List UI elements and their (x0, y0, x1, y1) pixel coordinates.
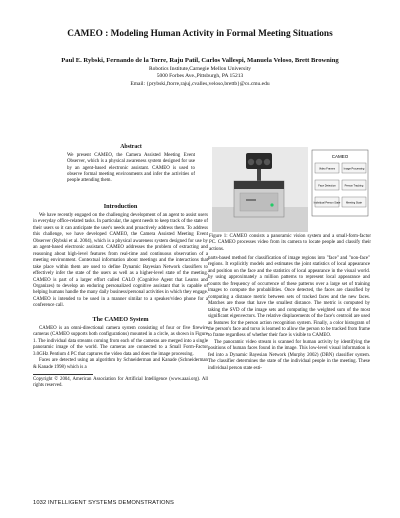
system-text: CAMEO is an omni-directional camera system consisting of four or five firewire cameras (CAMEO supports both configurations) mounted in a circle, as shown in Figure 1. The individual data streams coming from each of the cameras are merged into a single panoramic image of the world. The cameras are connected to a Small Form-Factor 3.0GHz Pentium 4 PC that captures the video data and does the image processing. (33, 325, 208, 357)
right-column (208, 256, 370, 372)
diagram-title: CAMEO (331, 154, 349, 159)
camera-lens (264, 159, 270, 165)
system-heading: The CAMEO System (92, 315, 149, 323)
introduction-heading: Introduction (103, 203, 138, 210)
footnote-rule (33, 374, 93, 375)
pc-top (234, 181, 284, 189)
diagram-box-label: Face Detection (318, 184, 336, 188)
camera-mast (257, 169, 261, 181)
diagram-box-label: Image Processing (343, 167, 365, 171)
left-column (33, 203, 208, 389)
copyright-note: Copyright © 2004, American Association for Artificial Intelligence (www.aaai.org). All rights reserved. (33, 376, 208, 388)
diagram-box-label: Meeting State (345, 201, 363, 205)
camera-lens (256, 159, 262, 165)
drive-slot (246, 199, 256, 201)
panoramic-text: The panoramic video stream is scanned for human activity by identifying the positions of human faces found in the image. This low-level visual information is fed into a Dynamic Bayesian Network (Murphy 2002) (DBN) classifier system. The classifier determines the state of the individual people in the meeting. These individual person state esti- (208, 339, 370, 371)
method-text: parts-based method for classification of image regions into "face" and "non-face" regions. It explicitly models and estimates the joint statistics of local appearance and position on the face and the statistics of local appearance in the visual world. by using approximately a million patterns to represent local appearance and counts the frequency of occurrence of these patterns over a large set of training images to compute the probabilities. Once detected, the faces are classified by computing a distance metric between sets of tracked faces and the new faces. Matches are those that have the smallest distance. The metric is computed by taking the SVD of the image sets and computing the weighted sum of the most significant eigenvectors. The relative displacements of the face's centroid are used as features for the person action recognition system. Finally, a color histogram of the person's face and torso is learned to allow the person to be tracked from frame to frame regardless of whether their face is visible to CAMEO. (208, 256, 370, 339)
figure-caption: Figure 1: CAMEO consists a panoramic vision system and a small-form-factor PC. CAMEO processes video from its camera to locate people and classify their actions. (209, 234, 371, 252)
affiliation-line: 5000 Forbes Ave.,Pittsburgh, PA 15213 (156, 73, 244, 80)
affiliation-line: Robotics Institute,Carnegie Mellon University (148, 66, 252, 72)
power-led (270, 203, 273, 206)
paper-title: CAMEO : Modeling Human Activity in Formal Meeting Situations (67, 29, 333, 39)
diagram-box-label: Individual Person State (313, 201, 341, 205)
pc-front-panel (240, 193, 278, 211)
page-footer: 1032 INTELLIGENT SYSTEMS DEMONSTRATIONS (33, 500, 174, 506)
abstract-text: We present CAMEO, the Camera Assisted Meeting Event Observer, which is a physical awareness system designed for use by an agent-based electronic assistant. CAMEO is used to observe formal meeting environments and infer the activities of people attending them. (67, 153, 195, 184)
introduction-text: We have recently engaged on the challenging development of an agent to assist users in everyday office-related tasks. In particular, the agent needs to keep track of the state of their users so it can anticipate the user's needs and proactively address them. To address this challenge, we have developed CAMEO, the Camera Assisted Meeting Event Observer (Rybski et al. 2004), which is a physical awareness system designed for use by an agent-based electronic assistant. CAMEO addresses the problem of extracting and reasoning about high-level features from real-time and continuous observation of a meeting environment. Contextual information about meetings and the interactions that take place within them are used to define Dynamic Bayesian Network classifiers to effectively infer the state of the users as well as a higher-level state of the meeting. CAMEO is part of a larger effort called CALO (Cognitive Agent that Learns and Organizes) to develop an enduring personalized cognitive assistant that is capable of helping humans handle the many daily business/personal activities in which they engage. CAMEO is intended to be used in a manner similar to a speaker/video phone for a conference call. (33, 213, 208, 309)
author-list: Paul E. Rybski, Fernando de la Torre, Raju Patil, Carlos Vallespi, Manuela Veloso, Brett Browning (61, 57, 339, 64)
affiliation-block (0, 66, 400, 88)
figure-cameo (212, 147, 370, 240)
camera-lens (248, 159, 254, 165)
diagram-box-label: Video Frames (318, 167, 336, 171)
abstract (62, 144, 200, 184)
diagram-box-label: Person Tracking (344, 184, 364, 188)
system-text-continued: Faces are detected using an algorithm by Schneiderman and Kanade (Schneiderman & Kanade 1998) which is a (33, 358, 208, 370)
abstract-heading: Abstract (120, 144, 142, 150)
email-line: Email: {prybski,ftorre,rajuj,cvalles,veloso,brettb}@cs.cmu.edu (130, 80, 270, 87)
